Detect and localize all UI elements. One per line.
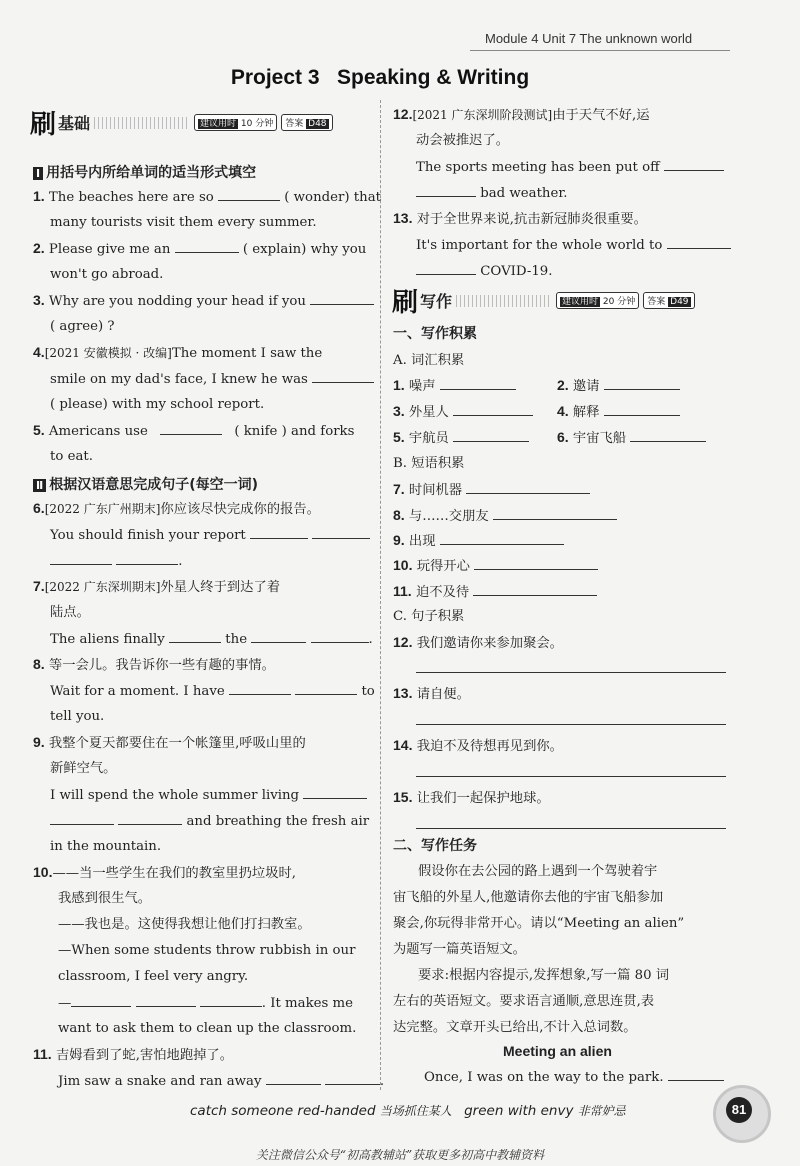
- answer-blank[interactable]: [604, 377, 680, 390]
- question-12-en: The sports meeting has been put off: [416, 158, 724, 176]
- vocab-item: 6. 宇宙飞船: [557, 429, 706, 447]
- answer-line[interactable]: [416, 828, 726, 829]
- answer-blank[interactable]: [251, 630, 306, 643]
- footer-note: 关注微信公众号“初高教辅站”获取更多初高中教辅资料: [255, 1148, 545, 1162]
- question-9-en3: in the mountain.: [50, 839, 162, 854]
- section-name: 基础: [58, 114, 91, 133]
- writing-accumulation-title: 一、写作积累: [393, 326, 477, 342]
- question-12: 12.[2021 广东深圳阶段测试]由于天气不好,运: [393, 106, 650, 123]
- page-title: Project 3 Speaking & Writing: [230, 66, 530, 89]
- question-7-en: The aliens finally the .: [50, 632, 373, 647]
- task-requirement: 左右的英语短文。要求语言通顺,意思连贯,表: [393, 994, 655, 1009]
- section-name: 写作: [420, 292, 453, 311]
- answer-line[interactable]: [416, 724, 726, 725]
- section-decor-bar: [456, 295, 552, 307]
- answer-blank[interactable]: [118, 812, 182, 825]
- section-brush-char: 刷: [392, 288, 419, 318]
- question-3: 3. Why are you nodding your head if you: [33, 292, 374, 310]
- question-13-en2: COVID-19.: [416, 262, 552, 280]
- answer-blank[interactable]: [474, 557, 598, 570]
- task-requirement: 要求:根据内容提示,发挥想象,写一篇 80 词: [418, 968, 670, 983]
- answer-blank[interactable]: [50, 552, 112, 565]
- answer-blank[interactable]: [312, 370, 374, 383]
- section-writing-header: [392, 282, 699, 319]
- answer-blank[interactable]: [667, 236, 731, 249]
- time-tag: 建议用时 10 分钟: [194, 114, 277, 131]
- answer-blank[interactable]: [325, 1072, 380, 1085]
- section-decor-bar: [94, 117, 190, 129]
- sentence-title: C. 句子积累: [393, 609, 465, 624]
- answer-blank[interactable]: [630, 429, 706, 442]
- vocab-item: 5. 宇航员: [393, 429, 529, 447]
- phrase-item: 11. 迫不及待: [393, 583, 597, 601]
- answer-blank[interactable]: [416, 262, 476, 275]
- question-8: 8. 等一会儿。我告诉你一些有趣的事情。: [33, 656, 275, 673]
- sentence-item: 12. 我们邀请你来参加聚会。: [393, 634, 563, 651]
- question-6: 6.[2022 广东广州期末]你应该尽快完成你的报告。: [33, 500, 320, 517]
- phrase-item: 10. 玩得开心: [393, 557, 598, 575]
- task-text: 为题写一篇英语短文。: [393, 942, 526, 957]
- answer-blank[interactable]: [453, 429, 529, 442]
- idiom-strip: catch someone red-handed 当场抓住某人 green with envy 非常妒忌: [190, 1103, 626, 1119]
- phrase-item: 8. 与……交朋友: [393, 507, 617, 525]
- time-tag: 建议用时 20 分钟: [556, 292, 639, 309]
- question-4: 4.[2021 安徽模拟 · 改编]The moment I saw the: [33, 344, 323, 361]
- answer-blank[interactable]: [303, 786, 367, 799]
- answer-blank[interactable]: [493, 507, 617, 520]
- answer-blank[interactable]: [250, 526, 308, 539]
- answer-blank[interactable]: [160, 422, 222, 435]
- question-10-cn3: ——我也是。这使得我想让他们打扫教室。: [58, 917, 311, 932]
- sentence-item: 13. 请自便。: [393, 685, 470, 702]
- question-5-cont: to eat.: [50, 449, 93, 464]
- essay-start: Once, I was on the way to the park.: [424, 1068, 724, 1086]
- question-13-en: It's important for the whole world to: [416, 236, 731, 254]
- part1-title: Ⅰ 用括号内所给单词的适当形式填空: [33, 162, 256, 182]
- question-9-en2: and breathing the fresh air: [50, 812, 369, 830]
- question-10-cn2: 我感到很生气。: [58, 891, 152, 906]
- header-rule: [470, 50, 730, 51]
- answer-blank[interactable]: [453, 403, 533, 416]
- vocab-item: 1. 噪声: [393, 377, 516, 395]
- writing-task-title: 二、写作任务: [393, 838, 477, 854]
- question-9-en: I will spend the whole summer living: [50, 786, 367, 804]
- vocab-item: 3. 外星人: [393, 403, 533, 421]
- answer-blank[interactable]: [295, 682, 357, 695]
- sentence-item: 15. 让我们一起保护地球。: [393, 789, 550, 806]
- vocab-title: A. 词汇积累: [393, 353, 465, 368]
- answer-blank[interactable]: [218, 188, 280, 201]
- vocab-item: 2. 邀请: [557, 377, 680, 395]
- question-10-en4: want to ask them to clean up the classroom.: [58, 1021, 357, 1036]
- question-10: 10.——当一些学生在我们的教室里扔垃圾时,: [33, 864, 297, 881]
- answer-blank[interactable]: [169, 630, 221, 643]
- question-9: 9. 我整个夏天都要住在一个帐篷里,呼吸山里的: [33, 734, 306, 751]
- answer-tag: 答案 D49: [643, 292, 694, 309]
- vocab-item: 4. 解释: [557, 403, 680, 421]
- answer-blank[interactable]: [229, 682, 291, 695]
- part2-title: Ⅱ 根据汉语意思完成句子(每空一词): [33, 474, 258, 494]
- answer-blank[interactable]: [473, 583, 597, 596]
- question-3-cont: ( agree) ?: [50, 319, 115, 334]
- answer-blank[interactable]: [200, 994, 262, 1007]
- running-header: Module 4 Unit 7 The unknown world: [485, 31, 693, 46]
- question-1: 1. The beaches here are so ( wonder) that: [33, 188, 381, 205]
- question-11: 11. 吉姆看到了蛇,害怕地跑掉了。: [33, 1046, 234, 1063]
- answer-blank[interactable]: [266, 1072, 321, 1085]
- answer-blank[interactable]: [311, 630, 369, 643]
- answer-blank[interactable]: [310, 292, 374, 305]
- answer-blank[interactable]: [50, 812, 114, 825]
- question-1-cont: many tourists visit them every summer.: [50, 215, 317, 230]
- question-8-cont: tell you.: [50, 709, 105, 724]
- task-text: 假设你在去公园的路上遇到一个驾驶着宇: [418, 864, 658, 879]
- answer-tag: 答案 D48: [281, 114, 332, 131]
- phrase-title: B. 短语积累: [393, 456, 465, 471]
- column-divider: [380, 100, 381, 1090]
- question-8-en: Wait for a moment. I have to: [50, 684, 375, 699]
- task-text: 宙飞船的外星人,他邀请你去他的宇宙飞船参加: [393, 890, 664, 905]
- question-12-en2: bad weather.: [416, 184, 568, 202]
- sentence-item: 14. 我迫不及待想再见到你。: [393, 737, 563, 754]
- question-12-cn2: 动会被推迟了。: [416, 133, 510, 148]
- question-7-cn-cont: 陆点。: [50, 605, 90, 620]
- question-6-en: You should finish your report: [50, 526, 370, 544]
- answer-blank[interactable]: [71, 994, 131, 1007]
- phrase-item: 7. 时间机器: [393, 481, 590, 499]
- phrase-item: 9. 出现: [393, 532, 564, 550]
- question-10-en3: — . It makes me: [58, 996, 354, 1011]
- answer-blank[interactable]: [440, 377, 516, 390]
- question-9-cn-cont: 新鲜空气。: [50, 761, 117, 776]
- answer-blank[interactable]: [466, 481, 590, 494]
- question-11-en: Jim saw a snake and ran away .: [58, 1074, 385, 1089]
- answer-line[interactable]: [416, 672, 726, 673]
- question-10-en1: —When some students throw rubbish in our: [58, 943, 356, 958]
- question-4-cont2: ( please) with my school report.: [50, 397, 265, 412]
- task-requirement: 达完整。文章开头已给出,不计入总词数。: [393, 1020, 637, 1035]
- answer-blank[interactable]: [664, 158, 724, 171]
- question-4-cont: smile on my dad's face, I knew he was: [50, 370, 374, 388]
- page-number: 81: [726, 1097, 752, 1123]
- task-text: 聚会,你玩得非常开心。请以“Meeting an alien”: [393, 916, 685, 931]
- answer-blank[interactable]: [416, 184, 476, 197]
- question-2-cont: won't go abroad.: [50, 267, 164, 282]
- answer-blank[interactable]: [136, 994, 196, 1007]
- answer-blank[interactable]: [668, 1068, 724, 1081]
- answer-blank[interactable]: [116, 552, 178, 565]
- answer-line[interactable]: [416, 776, 726, 777]
- question-13: 13. 对于全世界来说,抗击新冠肺炎很重要。: [393, 210, 647, 227]
- answer-blank[interactable]: [175, 240, 239, 253]
- answer-blank[interactable]: [312, 526, 370, 539]
- question-2: 2. Please give me an ( explain) why you: [33, 240, 367, 257]
- answer-blank[interactable]: [604, 403, 680, 416]
- answer-blank[interactable]: [440, 532, 564, 545]
- question-6-line2: .: [50, 552, 182, 570]
- question-10-en2: classroom, I feel very angry.: [58, 969, 249, 984]
- section-brush-char: 刷: [30, 110, 57, 140]
- question-7: 7.[2022 广东深圳期末]外星人终于到达了着: [33, 578, 281, 595]
- question-5: 5. Americans use ( knife ) and forks: [33, 422, 355, 439]
- essay-title: Meeting an alien: [503, 1043, 612, 1059]
- section-basic-header: [30, 104, 337, 141]
